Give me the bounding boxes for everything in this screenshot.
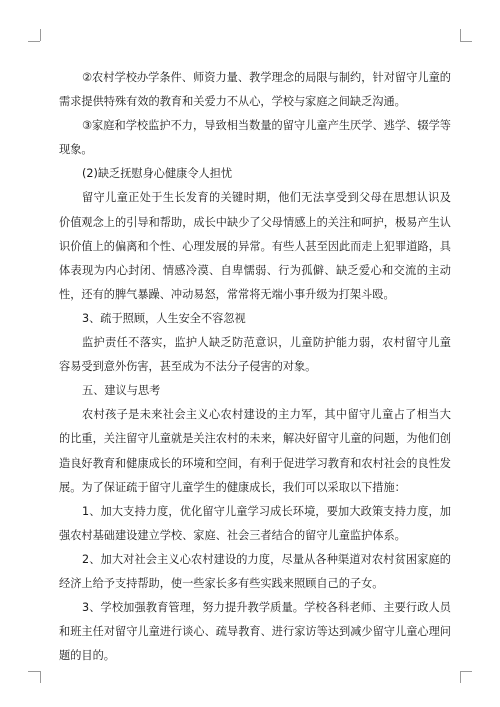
- subheading-safety: 3、疏于照顾，人生安全不容忽视: [82, 311, 246, 325]
- crop-mark-bottom-left-h: [28, 671, 40, 672]
- crop-mark-top-left-v: [40, 29, 41, 41]
- crop-mark-bottom-right-h: [460, 671, 472, 672]
- crop-mark-top-left-h: [28, 41, 40, 42]
- crop-mark-top-right-v: [460, 29, 461, 41]
- paragraph-school-conditions: ②农村学校办学条件、师资力量、教学理念的局限与制约，针对留守儿童的需求提供特殊有效的教育和关爱力不从心，学校与家庭之间缺乏沟通。: [59, 71, 451, 109]
- paragraph-guardian-responsibility: 监护责任不落实，监护人缺乏防范意识，儿童防护能力弱，农村留守儿童容易受到意外伤害，甚至成为不法分子侵害的对象。: [59, 336, 451, 374]
- section-heading-suggestions: 五、建议与思考: [82, 384, 161, 398]
- crop-mark-bottom-right-v: [460, 671, 461, 683]
- measure-item-2: 2、加大对社会主义心农村建设的力度，尽量从各种渠道对农村贫困家庭的经济上给予支持帮助，使一些家长多有些实践来照顾自己的子女。: [59, 552, 451, 590]
- paragraph-weak-supervision: ③家庭和学校监护不力，导致相当数量的留守儿童产生厌学、逃学、辍学等现象。: [59, 119, 451, 157]
- crop-mark-bottom-left-v: [40, 671, 41, 683]
- measure-item-3: 3、学校加强教育管理，努力提升教学质量。学校各科老师、主要行政人员和班主任对留守儿童进行谈心、疏导教育、进行家访等达到减少留守儿童心理问题的目的。: [59, 601, 451, 663]
- measure-item-1: 1、加大支持力度，优化留守儿童学习成长环境，要加大政策支持力度，加强农村基础建设建立学校、家庭、社会三者结合的留守儿童监护体系。: [59, 504, 451, 542]
- subheading-lack-of-comfort: (2)缺乏抚慰身心健康令人担忧: [82, 167, 233, 181]
- crop-mark-top-right-h: [460, 41, 472, 42]
- document-body: [59, 66, 451, 668]
- paragraph-rural-children: 农村孩子是未来社会主义心农村建设的主力军，其中留守儿童占了相当大的比重，关注留守儿童就是关注农村的未来，解决好留守儿童的问题，为他们创造良好教育和健康成长的环境和空间，有利于促进学习教育和农村社会的良性发展。为了保证疏于留守儿童学生的健康成长，我们可以采取以下措施：: [59, 408, 451, 494]
- paragraph-growth-period: 留守儿童正处于生长发育的关键时期，他们无法享受到父母在思想认识及价值观念上的引导和帮助，成长中缺少了父母情感上的关注和呵护，极易产生认识价值上的偏离和个性、心理发展的异常。有些人甚至因此而走上犯罪道路，具体表现为内心封闭、情感冷漠、自卑懦弱、行为孤僻、缺乏爱心和交流的主动性，还有的脾气暴躁、冲动易怒，常常将无端小事升级为打架斗殴。: [59, 191, 451, 301]
